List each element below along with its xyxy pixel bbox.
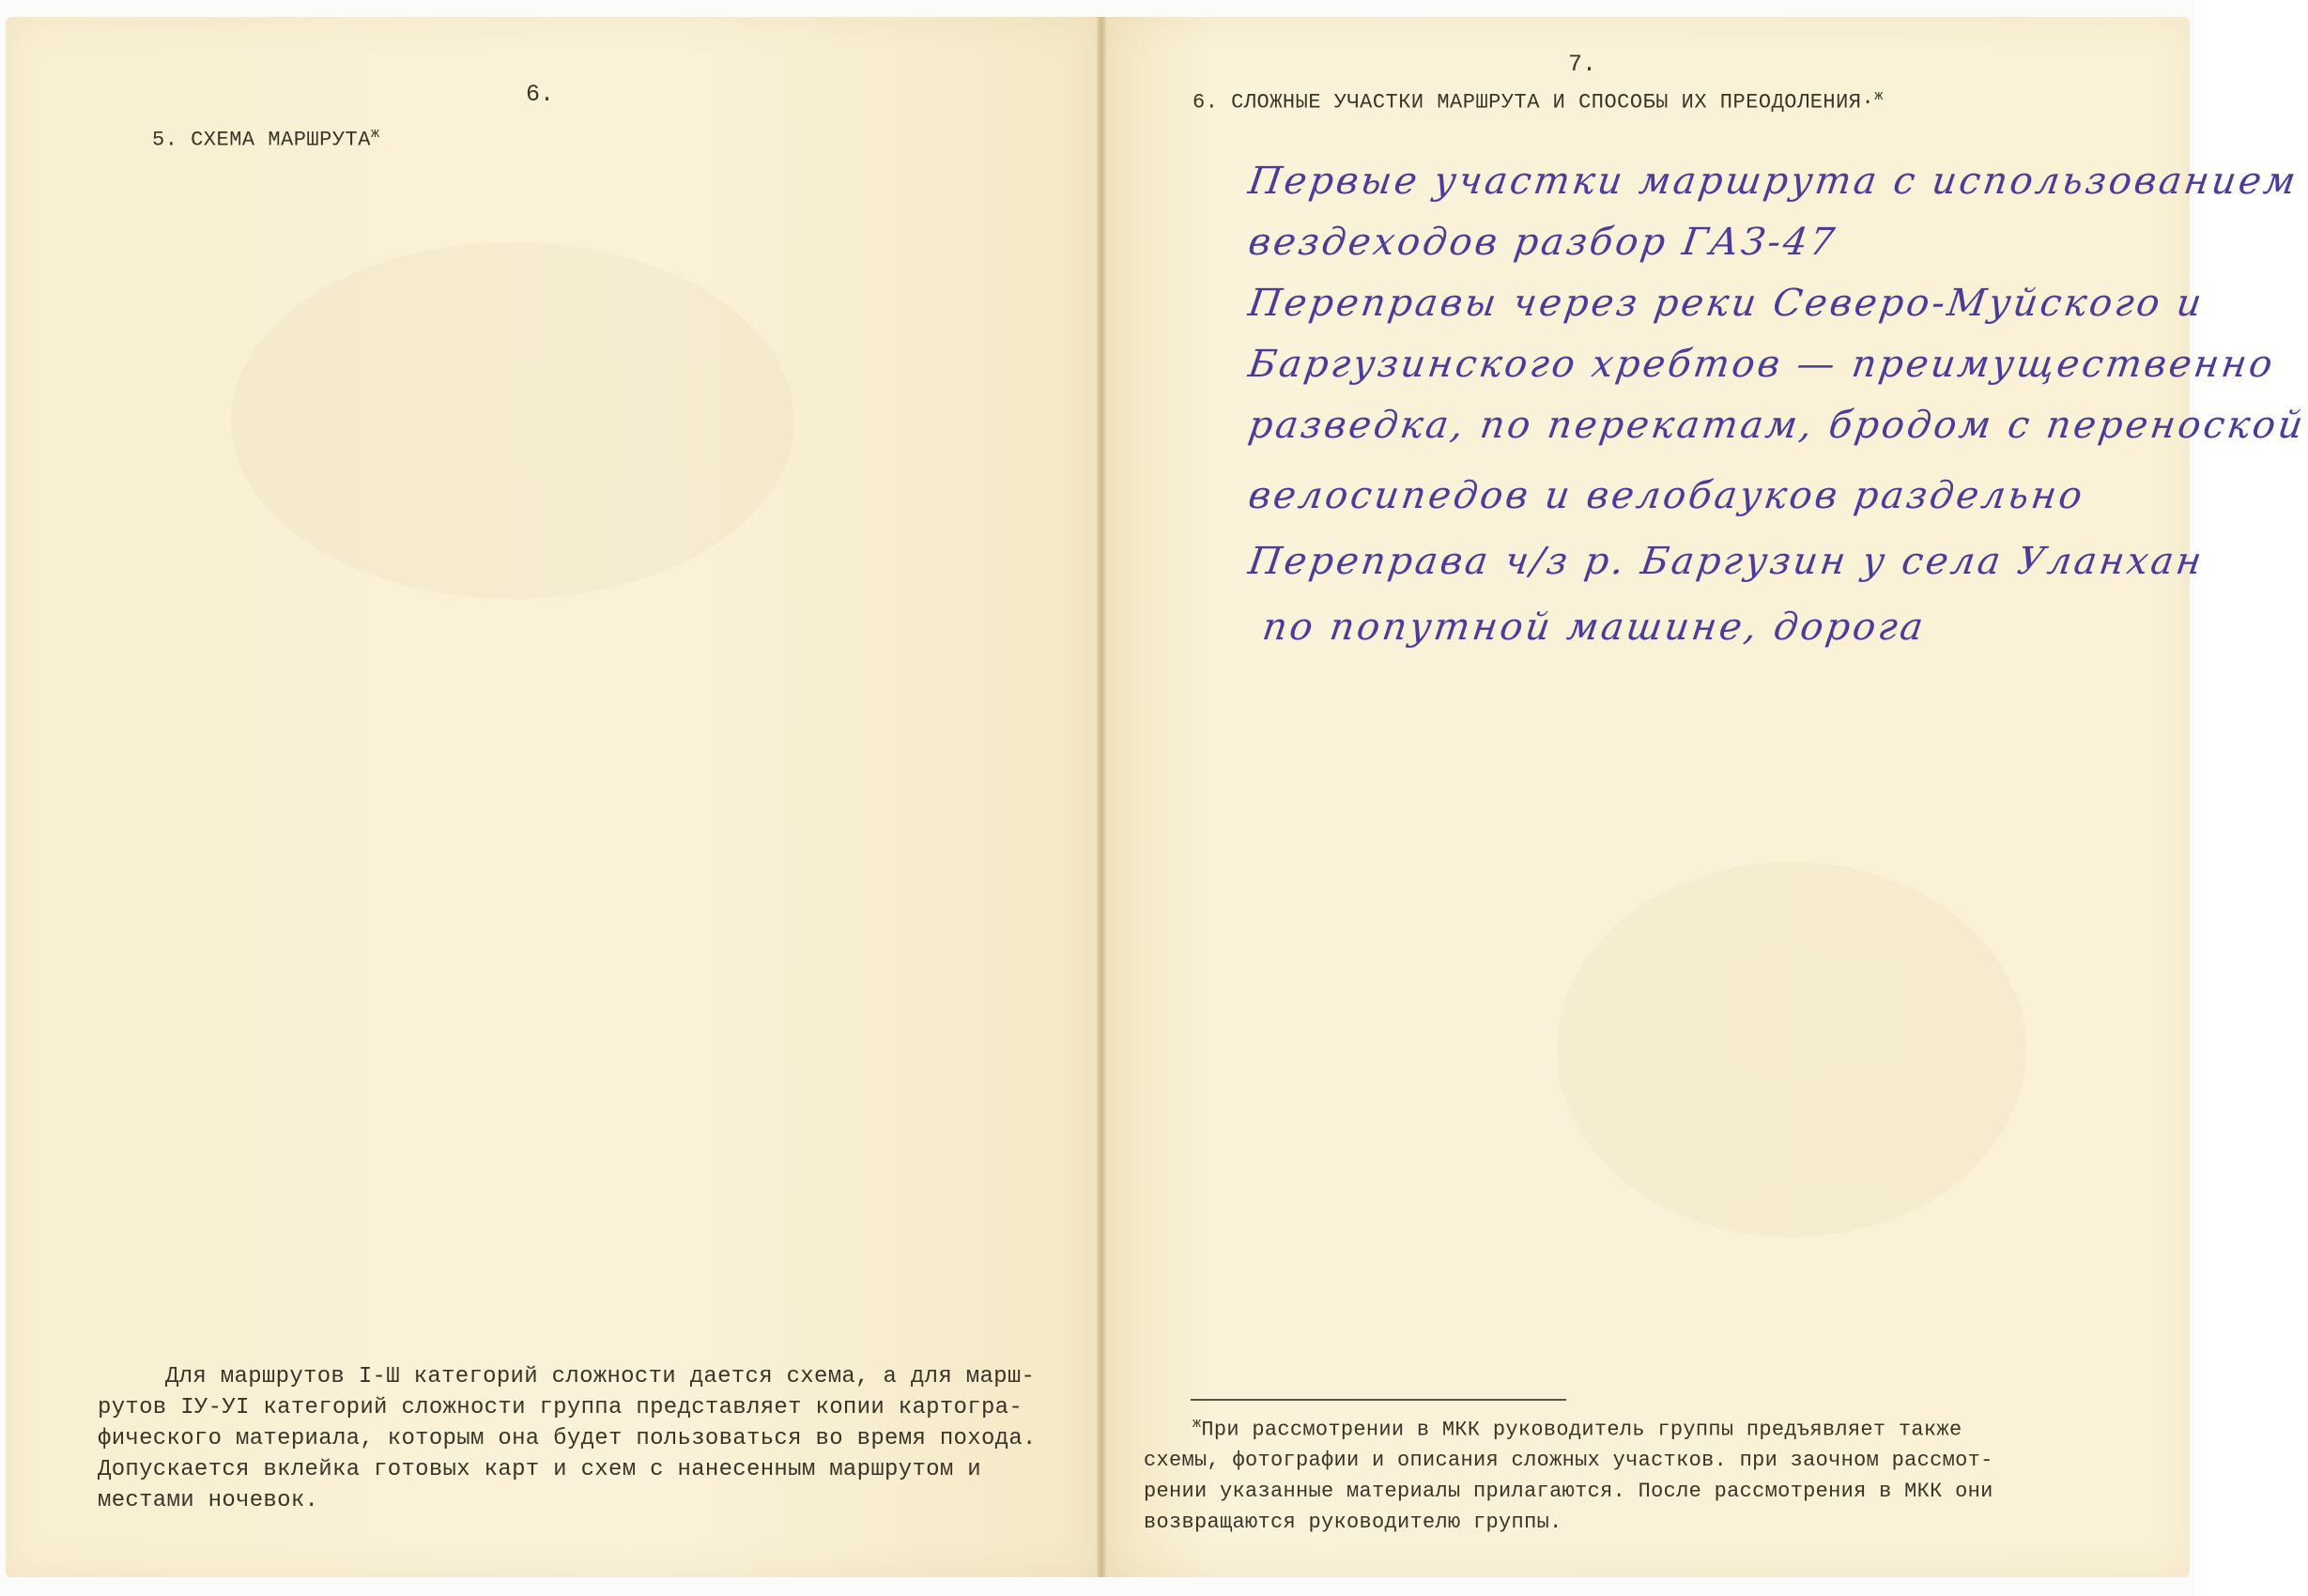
handwritten-line: по попутной машине, дорога: [1259, 606, 1929, 649]
handwritten-line: Переправа ч/з р. Баргузин у села Уланхан: [1245, 540, 2208, 583]
right-heading-footnote-mark: ж: [1874, 88, 1884, 104]
right-page-heading: [1192, 88, 1884, 114]
instruction-line: рутов IУ-УI категорий сложности группа представляет копии картогра-: [98, 1395, 1023, 1420]
scheme-instructions: [98, 1361, 1037, 1516]
handwritten-line: разведка, по перекатам, бродом с переноской: [1245, 404, 2308, 447]
footnote-divider: [1191, 1399, 1566, 1401]
instruction-line: Допускается вклейка готовых карт и схем с нанесенным маршрутом и: [98, 1457, 981, 1482]
handwritten-line: велосипедов и велобауков раздельно: [1245, 474, 2088, 517]
paper-stain: [1557, 862, 2026, 1237]
right-heading-text: 6. СЛОЖНЫЕ УЧАСТКИ МАРШРУТА И СПОСОБЫ ИХ ПРЕОДОЛЕНИЯ·: [1192, 90, 1875, 115]
book-gutter: [1097, 17, 1106, 1577]
footnote-mark: ж: [1192, 1416, 1202, 1432]
instruction-line: Для маршрутов I-Ш категорий сложности дается схема, а для марш-: [165, 1364, 1036, 1389]
handwritten-line: вездеходов разбор ГАЗ-47: [1245, 221, 1840, 264]
left-page-number: 6.: [526, 81, 555, 108]
handwritten-line: Первые участки маршрута с использованием: [1245, 160, 2301, 203]
left-heading-text: 5. СХЕМА МАРШРУТА: [152, 128, 371, 152]
footnote-line: рении указанные материалы прилагаются. После рассмотрения в МКК они: [1144, 1480, 1993, 1504]
footnote-line-text: При рассмотрении в МКК руководитель группы предъявляет также: [1201, 1418, 1962, 1442]
left-page: [6, 17, 1097, 1577]
right-page-number: 7.: [1568, 51, 1597, 78]
footnote-line: схемы, фотографии и описания сложных участков. при заочном рассмот-: [1144, 1449, 1993, 1473]
handwritten-line: Баргузинского хребтов — преимущественно: [1245, 343, 2278, 386]
instruction-line: фического материала, которым она будет пользоваться во время похода.: [98, 1426, 1037, 1451]
footnote-line: [1144, 1408, 1993, 1445]
left-page-heading: [152, 126, 379, 151]
footnote-line: возвращаются руководителю группы.: [1144, 1511, 1562, 1535]
instruction-line: местами ночевок.: [98, 1488, 319, 1513]
handwritten-line: Переправы через реки Северо-Муйского и: [1245, 282, 2208, 325]
paper-stain: [231, 242, 794, 599]
footnote: [1144, 1408, 1993, 1538]
left-heading-footnote-mark: ж: [370, 126, 380, 142]
